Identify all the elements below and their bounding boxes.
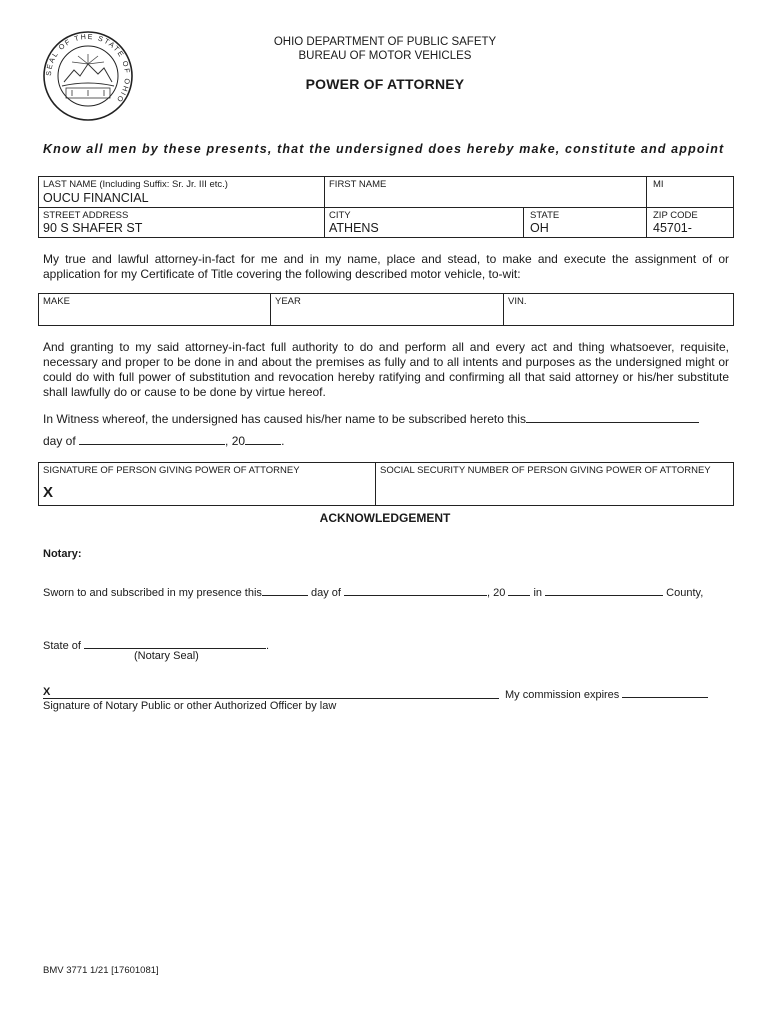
city-cell[interactable] [325, 208, 523, 238]
make-label: MAKE [43, 296, 70, 307]
first-name-label: FIRST NAME [329, 179, 387, 190]
state-of-period: . [265, 640, 270, 652]
witness-line [43, 410, 699, 427]
witness-year-prefix: , 20 [225, 434, 246, 448]
department-name: OHIO DEPARTMENT OF PUBLIC SAFETY [273, 36, 497, 48]
acknowledgement-heading: ACKNOWLEDGEMENT [319, 511, 451, 525]
witness-month-field[interactable] [79, 432, 225, 445]
vehicle-paragraph: My true and lawful attorney-in-fact for me and in my name, place and stead, to make and execute the assignment of or application for my Certificate of Title covering the following described motor vehicle, to-wit: [43, 252, 729, 281]
commission-label: My commission expires [505, 689, 620, 701]
city-label: CITY [329, 210, 351, 221]
state-value: OH [530, 221, 549, 235]
page-title: POWER OF ATTORNEY [305, 76, 465, 92]
witness-day-field[interactable] [526, 410, 699, 423]
intro-statement: Know all men by these presents, that the undersigned does hereby make, constitute and appoint [43, 142, 725, 156]
grantee-info-table [38, 176, 734, 238]
witness-period: . [281, 434, 285, 448]
signature-x-mark: X [43, 484, 54, 501]
last-name-value: OUCU FINANCIAL [43, 191, 149, 205]
authority-paragraph: And granting to my said attorney-in-fact full authority to do and perform all and every act and thing whatsoever, requisite, necessary and proper to be done in and about the premises as fully and to all intents and purposes as the undersigned might or could do with full power of substitution and revocation hereby ratifying and confirming all that said attorney or his/her substitute shall lawfully do or cause to be done by virtue hereof. [43, 340, 729, 399]
city-value: ATHENS [329, 221, 379, 235]
mi-label: MI [653, 179, 664, 190]
commission-field[interactable] [622, 686, 708, 698]
signature-label: SIGNATURE OF PERSON GIVING POWER OF ATTORNEY [43, 465, 300, 476]
sworn-text: Sworn to and subscribed in my presence this [43, 587, 262, 599]
notary-seal-label: (Notary Seal) [134, 650, 199, 662]
ssn-cell[interactable] [376, 463, 733, 505]
make-cell[interactable] [39, 294, 270, 325]
sworn-year-prefix: , 20 [486, 587, 506, 599]
first-name-cell[interactable] [325, 177, 646, 207]
svg-text:SEAL OF THE STATE OF OHIO: SEAL OF THE STATE OF OHIO [43, 31, 133, 105]
form-number: BMV 3771 1/21 [17601081] [43, 965, 159, 976]
mi-cell[interactable] [647, 177, 733, 207]
year-label: YEAR [275, 296, 301, 307]
vin-cell[interactable] [504, 294, 733, 325]
signature-table [38, 462, 734, 506]
state-of-label: State of [43, 640, 81, 652]
witness-date-line [43, 432, 284, 449]
sworn-month-field[interactable] [344, 584, 487, 596]
notary-signature-line[interactable] [43, 698, 499, 699]
sworn-line [43, 584, 703, 600]
county-label: County, [666, 587, 704, 599]
state-of-field[interactable] [84, 637, 266, 649]
county-field[interactable] [545, 584, 663, 596]
street-cell[interactable] [39, 208, 324, 238]
last-name-label: LAST NAME (Including Suffix: Sr. Jr. III etc.) [43, 179, 228, 190]
witness-year-field[interactable] [245, 432, 281, 445]
year-cell[interactable] [271, 294, 503, 325]
sworn-day-of-label: day of [310, 587, 341, 599]
notary-label: Notary: [43, 548, 82, 560]
notary-x-mark: X [43, 686, 51, 698]
witness-text: In Witness whereof, the undersigned has caused his/her name to be subscribed hereto this [43, 412, 526, 426]
last-name-cell[interactable] [39, 177, 324, 207]
vehicle-table [38, 293, 734, 326]
zip-cell[interactable] [647, 208, 733, 238]
zip-label: ZIP CODE [653, 210, 698, 221]
ssn-label: SOCIAL SECURITY NUMBER OF PERSON GIVING POWER OF ATTORNEY [380, 465, 711, 476]
zip-value: 45701- [653, 221, 692, 235]
notary-signature-label: Signature of Notary Public or other Authorized Officer by law [43, 700, 337, 712]
vin-label: VIN. [508, 296, 527, 307]
street-value: 90 S SHAFER ST [43, 221, 143, 235]
bureau-name: BUREAU OF MOTOR VEHICLES [298, 50, 472, 62]
state-cell[interactable] [524, 208, 646, 238]
state-label: STATE [530, 210, 560, 221]
witness-day-of-label: day of [43, 434, 76, 448]
signature-cell[interactable] [39, 463, 375, 505]
sworn-day-field[interactable] [262, 584, 308, 596]
sworn-year-field[interactable] [508, 584, 530, 596]
sworn-in-label: in [533, 587, 543, 599]
commission-line [505, 686, 708, 702]
street-label: STREET ADDRESS [43, 210, 129, 221]
